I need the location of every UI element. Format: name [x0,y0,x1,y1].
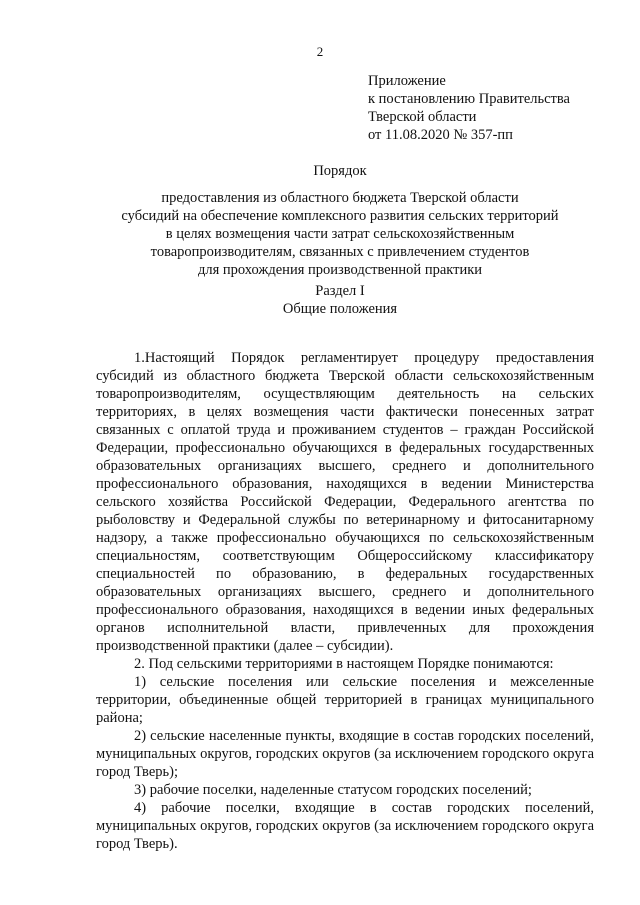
approval-line-2: к постановлению Правительства [368,91,570,107]
document-title [100,162,580,279]
document-title-line-3: в целях возмещения части затрат сельскохозяйственным [165,226,515,242]
list-item-4: 4) рабочие поселки, входящие в состав городских поселений, муниципальных округов, городских округов (за исключением городского округа город Тверь). [96,800,594,852]
list-item-1: 1) сельские поселения или сельские поселения и межселенные территории, объединенные общей территорией в границах муниципального района; [96,674,594,726]
approval-line-4: от 11.08.2020 № 357-пп [368,127,513,143]
document-title-line-1: предоставления из областного бюджета Тверской области [161,190,519,206]
document-title-line-2: субсидий на обеспечение комплексного развития сельских территорий [121,208,559,224]
section-number: Раздел I [315,283,365,299]
document-name: Порядок [313,163,367,179]
page-number: 2 [316,44,324,59]
section-name: Общие положения [282,301,398,317]
document-title-line-4: товаропроизводителям, связанных с привлечением студентов [150,244,530,260]
paragraph-1: 1.Настоящий Порядок регламентирует процедуру предоставления субсидий из областного бюджета Тверской области сельскохозяйственным товаропроизводителям, осуществляющим деятельность на сельских территориях, в целях возмещения части фактически понесенных затрат связанных с оплатой труда и проживанием студентов – граждан Российской Федерации, профессионально обучающихся в федеральных государственных образовательных организациях высшего, среднего и дополнительного профессионального образования, находящихся в ведении Министерства сельского хозяйства Российской Федерации, Федерального агентства по рыболовству и Федеральной службы по ветеринарному и фитосанитарному надзору, а также профессионально обучающихся по сельскохозяйственным специальностям, соответствующим Общероссийскому классификатору специальностей по образованию, в федеральных государственных образовательных организациях высшего, среднего и дополнительного профессионального образования, находящихся в ведении иных федеральных органов исполнительной власти, привлеченных для прохождения производственной практики (далее – субсидии). [96,350,594,654]
paragraph-2: 2. Под сельскими территориями в настоящем Порядке понимаются: [134,656,554,672]
approval-line-3: Тверской области [368,109,477,125]
list-item-2: 2) сельские населенные пункты, входящие в состав городских поселений, муниципальных округов, городских округов (за исключением городского округа город Тверь); [96,728,594,780]
approval-block [368,72,628,144]
section-heading [100,282,580,318]
list-item-3: 3) рабочие поселки, наделенные статусом городских поселений; [134,782,532,798]
approval-line-1: Приложение [368,73,446,89]
document-title-line-5: для прохождения производственной практики [197,262,483,278]
body-text [96,349,594,853]
